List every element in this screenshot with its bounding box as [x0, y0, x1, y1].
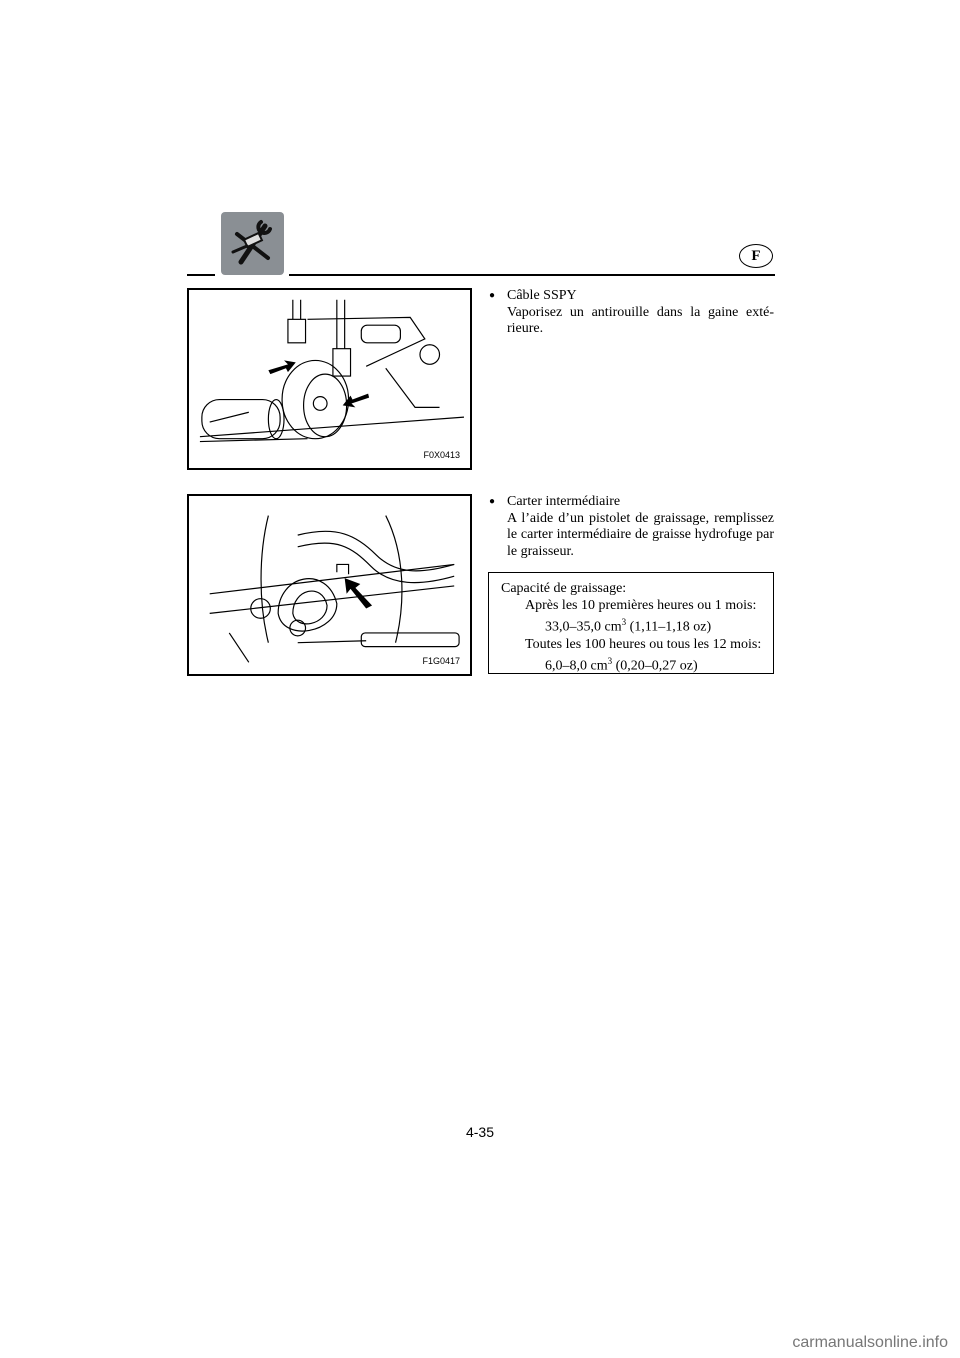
figure-sspy-cable: [187, 288, 472, 470]
lubrication-capacity-box: [488, 572, 774, 674]
spec-heading: Capacité de graissage:: [501, 581, 627, 596]
spec-second-label: Toutes les 100 heures ou tous les 12 mois:: [525, 636, 762, 652]
header-rule-right: [289, 274, 775, 276]
list-item: [489, 288, 774, 338]
spec-first-value: 33,0–35,0 $cm^3$ (1,11–1,18 oz): [545, 617, 712, 635]
bullet-icon: ●: [489, 496, 496, 507]
header-rule-left: [187, 274, 215, 276]
intermediate-housing-illustration: [189, 496, 470, 674]
page-number: 4-35: [465, 1124, 495, 1140]
figure-label: F0X0413: [423, 450, 460, 460]
figure-intermediate-housing: [187, 494, 472, 676]
item-body: Vaporisez un antirouille dans la gaine exté-rieure.: [507, 304, 774, 336]
sspy-cable-illustration: [189, 290, 470, 468]
item-title: Câble SSPY: [507, 288, 577, 303]
language-badge: F: [739, 244, 773, 268]
list-item: [489, 494, 774, 560]
item-title: Carter intermédiaire: [507, 494, 621, 509]
bullet-icon: ●: [489, 290, 496, 301]
watermark: carmanualsonline.info: [792, 1334, 948, 1351]
tools-icon: [221, 212, 284, 275]
spec-first-label: Après les 10 premières heures ou 1 mois:: [525, 598, 757, 613]
figure-label: F1G0417: [422, 656, 460, 666]
spec-second-value: 6,0–8,0 $cm^3$ (0,20–0,27 oz): [545, 655, 698, 674]
item-body: A l’aide d’un pistolet de graissage, remplissez le carter intermédiaire de graisse hydrofuge par le graisseur.: [507, 510, 774, 559]
